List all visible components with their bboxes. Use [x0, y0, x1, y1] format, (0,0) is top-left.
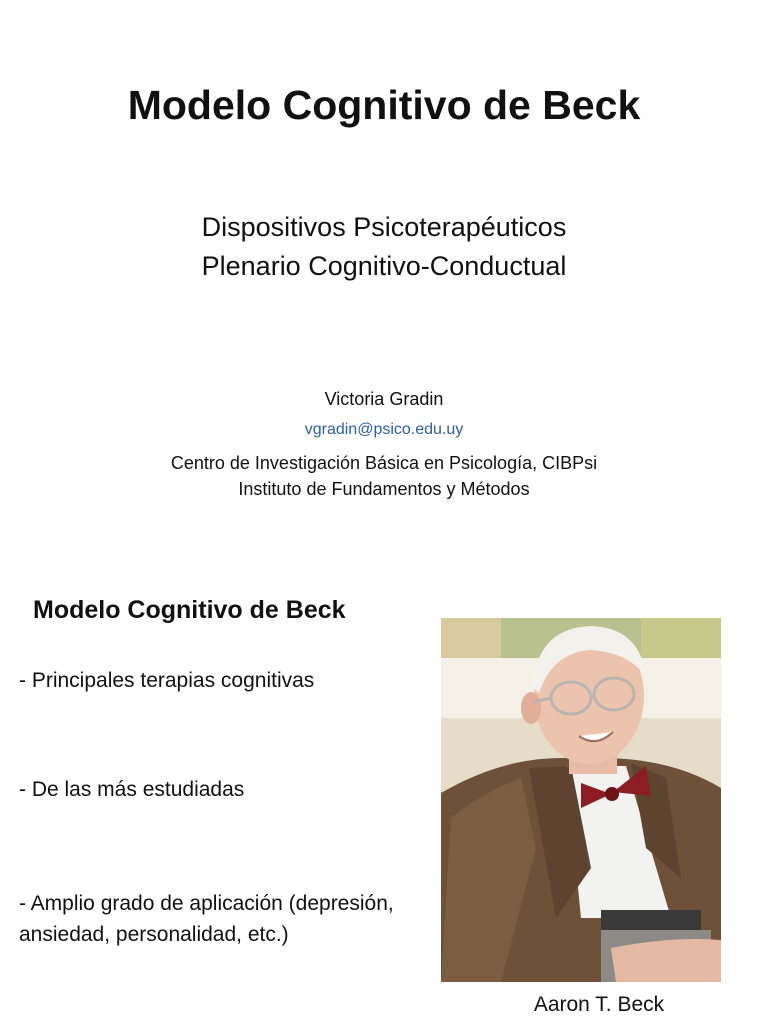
content-slide — [0, 560, 768, 1024]
slide-title: Modelo Cognitivo de Beck — [127, 82, 641, 128]
affiliation-institute: Instituto de Fundamentos y Métodos — [238, 479, 530, 499]
section-title: Modelo Cognitivo de Beck — [33, 596, 346, 624]
bullet-item: - Principales terapias cognitivas — [19, 669, 315, 692]
subtitle-course: Dispositivos Psicoterapéuticos — [201, 212, 567, 242]
affiliation-center: Centro de Investigación Básica en Psicología, CIBPsi — [170, 453, 598, 473]
author-email-link[interactable]: vgradin@psico.edu.uy — [304, 421, 464, 438]
author-name: Victoria Gradin — [324, 389, 444, 409]
subtitle-plenary: Plenario Cognitivo-Conductual — [201, 251, 567, 281]
bullet-item: - De las más estudiadas — [19, 778, 245, 801]
photo-caption: Aaron T. Beck — [533, 993, 665, 1016]
bullet-item: - Amplio grado de aplicación (depresión, ansiedad, personalidad, etc.) — [19, 892, 394, 946]
portrait-photo — [441, 618, 721, 982]
